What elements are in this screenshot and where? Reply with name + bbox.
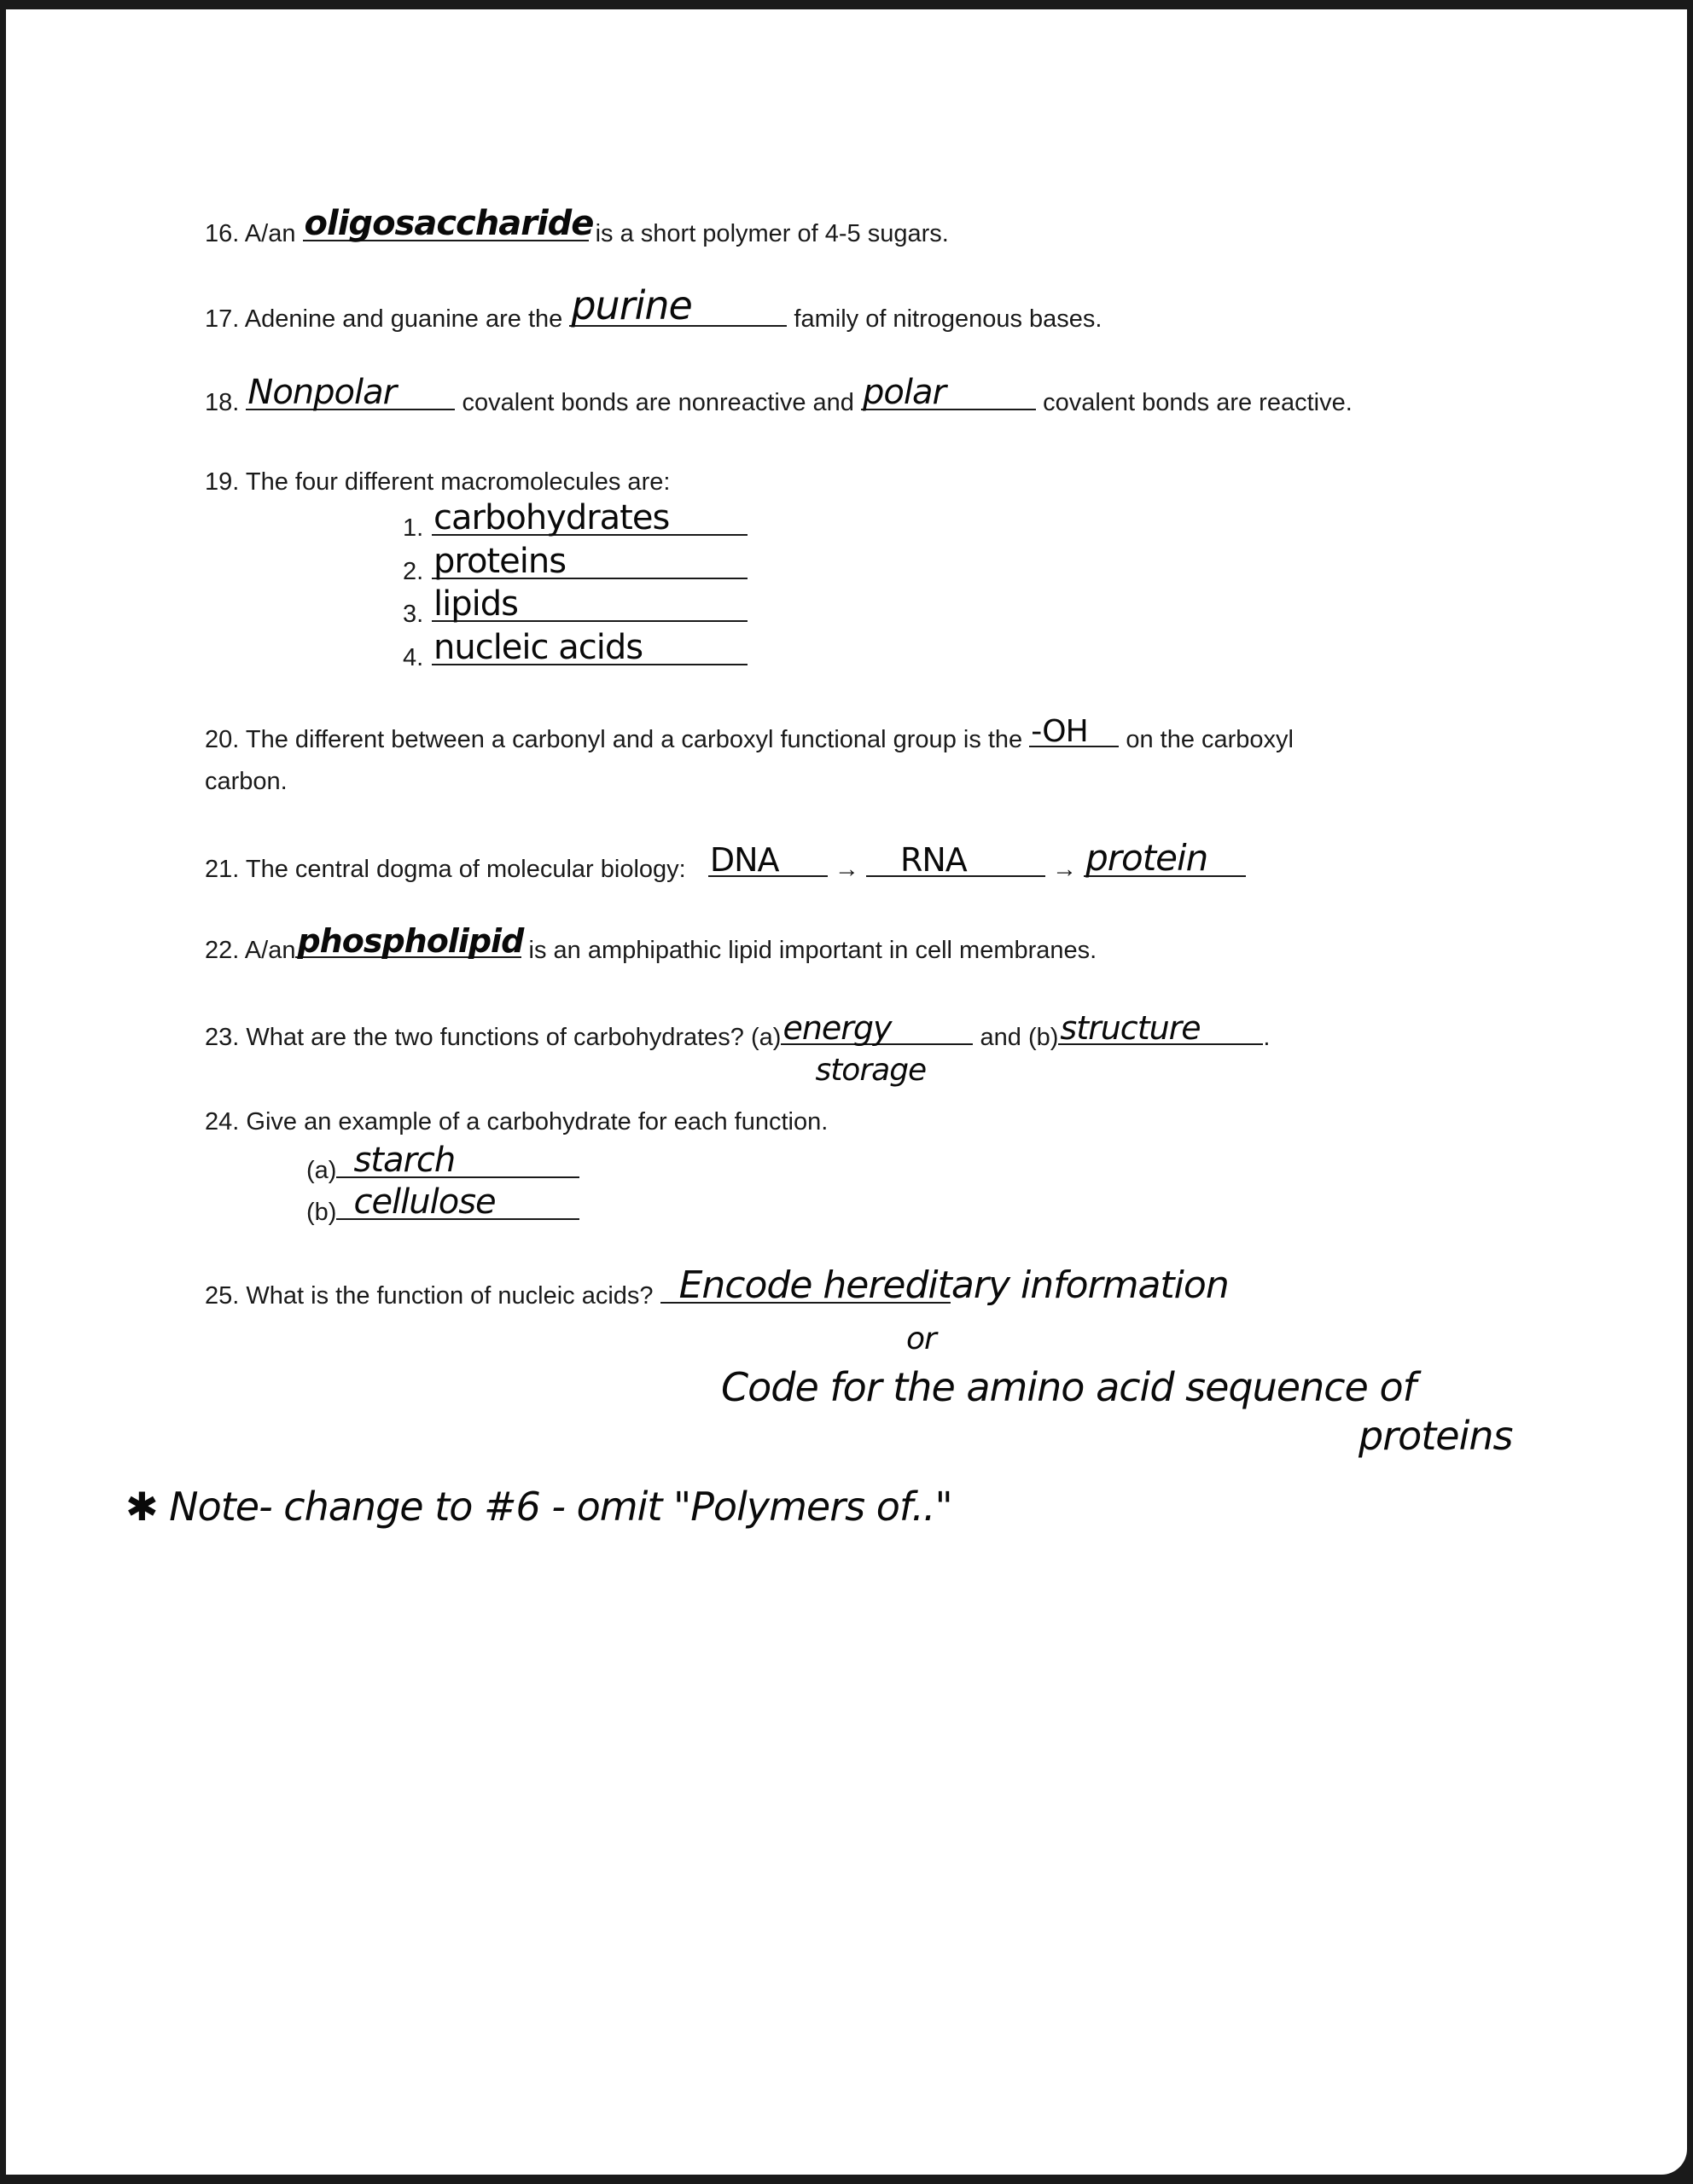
q20-answer: -OH bbox=[1031, 714, 1088, 749]
question-18 bbox=[205, 373, 1353, 417]
note-text: Note- change to #6 - omit "Polymers of.." bbox=[169, 1484, 952, 1530]
q20-answer-blank[interactable] bbox=[1029, 714, 1119, 749]
question-20 bbox=[205, 714, 1294, 754]
q21-answer2: RNA bbox=[899, 841, 967, 879]
asterisk-icon: ✱ bbox=[125, 1484, 158, 1530]
q19-item-1-blank[interactable] bbox=[432, 498, 748, 537]
question-22 bbox=[205, 922, 1097, 965]
q23-prefix: What are the two functions of carbohydrates? (a) bbox=[246, 1024, 782, 1051]
q24-item-b bbox=[306, 1182, 579, 1227]
q25-or: or bbox=[906, 1321, 936, 1356]
q19-item-4-number: 4. bbox=[403, 644, 424, 671]
q16-prefix: A/an bbox=[244, 220, 296, 247]
q17-suffix: family of nitrogenous bases. bbox=[794, 305, 1102, 333]
question-20-line2 bbox=[205, 768, 288, 796]
q23-answer-a-line2: storage bbox=[815, 1053, 927, 1088]
q24-item-a bbox=[306, 1141, 579, 1185]
q21-answer2-blank[interactable] bbox=[866, 841, 1045, 879]
q19-number: 19. bbox=[205, 468, 240, 496]
q24-item-b-blank[interactable] bbox=[336, 1182, 579, 1222]
q23-number: 23. bbox=[205, 1024, 240, 1051]
question-25 bbox=[205, 1263, 1229, 1310]
q18-number: 18. bbox=[205, 389, 240, 416]
q21-answer3: protein bbox=[1085, 837, 1208, 879]
q21-number: 21. bbox=[205, 856, 240, 883]
q19-item-2-blank[interactable] bbox=[432, 542, 748, 581]
q16-suffix: is a short polymer of 4-5 sugars. bbox=[595, 220, 949, 247]
q19-item-2-number: 2. bbox=[403, 558, 424, 585]
q17-answer: purine bbox=[571, 282, 692, 328]
q22-number: 22. bbox=[205, 937, 240, 964]
q18-middle: covalent bonds are nonreactive and bbox=[462, 389, 854, 416]
worksheet-page bbox=[6, 9, 1687, 2175]
q18-answer2: polar bbox=[863, 373, 945, 412]
q19-item-4-blank[interactable] bbox=[432, 628, 748, 667]
q21-prefix: The central dogma of molecular biology: bbox=[245, 856, 686, 883]
q24-prompt: Give an example of a carbohydrate for each function. bbox=[246, 1108, 829, 1136]
q24-item-a-blank[interactable] bbox=[336, 1141, 579, 1180]
q19-item-3-number: 3. bbox=[403, 601, 424, 628]
q25-number: 25. bbox=[205, 1282, 240, 1310]
q22-prefix: A/an bbox=[244, 937, 296, 964]
q21-answer1-blank[interactable] bbox=[708, 841, 828, 879]
q19-item-4 bbox=[403, 628, 748, 672]
q25-answer-blank[interactable] bbox=[660, 1263, 1229, 1307]
q25-answer-line1: Encode hereditary information bbox=[678, 1263, 1229, 1307]
q19-item-1-answer: carbohydrates bbox=[433, 498, 670, 537]
q18-answer1-blank[interactable] bbox=[246, 373, 455, 412]
q20-suffix: on the carboxyl bbox=[1126, 726, 1294, 753]
q25-answer-line2: Code for the amino acid sequence of bbox=[721, 1364, 1416, 1410]
q19-item-2-answer: proteins bbox=[433, 542, 567, 581]
arrow-icon: → bbox=[834, 856, 859, 883]
q17-answer-blank[interactable] bbox=[569, 282, 787, 328]
q17-number: 17. bbox=[205, 305, 240, 333]
q24-item-a-label: (a) bbox=[306, 1157, 337, 1184]
q25-answer-line3: proteins bbox=[1358, 1413, 1513, 1459]
q23-answer-a-line1: energy bbox=[783, 1009, 892, 1047]
q23-suffix: . bbox=[1263, 1024, 1271, 1051]
q19-item-3-answer: lipids bbox=[433, 584, 518, 624]
q21-answer3-blank[interactable] bbox=[1084, 837, 1246, 879]
q23-answer-a-blank[interactable] bbox=[781, 1009, 973, 1088]
q20-line2: carbon. bbox=[205, 768, 288, 795]
q16-answer-blank[interactable] bbox=[303, 204, 594, 243]
q23-answer-b-blank[interactable] bbox=[1058, 1009, 1263, 1047]
q22-suffix: is an amphipathic lipid important in cell membranes. bbox=[528, 937, 1097, 964]
q22-answer: phospholipid bbox=[297, 922, 524, 960]
q23-answer-b: structure bbox=[1060, 1009, 1201, 1047]
q24-item-b-label: (b) bbox=[306, 1199, 337, 1226]
q19-prompt: The four different macromolecules are: bbox=[245, 468, 671, 496]
q18-suffix: covalent bonds are reactive. bbox=[1043, 389, 1353, 416]
q16-answer: oligosaccharide bbox=[304, 204, 594, 243]
question-24 bbox=[205, 1108, 828, 1136]
arrow-icon: → bbox=[1052, 856, 1078, 883]
q18-answer2-blank[interactable] bbox=[861, 373, 1036, 412]
q19-item-1 bbox=[403, 498, 748, 543]
q24-number: 24. bbox=[205, 1108, 240, 1136]
q22-answer-blank[interactable] bbox=[295, 922, 524, 960]
q20-number: 20. bbox=[205, 726, 240, 753]
q24-item-b-answer: cellulose bbox=[353, 1182, 496, 1222]
question-21 bbox=[205, 837, 1246, 884]
q23-middle: and (b) bbox=[980, 1024, 1059, 1051]
q19-item-3 bbox=[403, 584, 748, 629]
q20-prefix: The different between a carbonyl and a carboxyl functional group is the bbox=[245, 726, 1023, 753]
q24-item-a-answer: starch bbox=[353, 1141, 456, 1180]
q19-item-4-answer: nucleic acids bbox=[433, 628, 643, 667]
question-19 bbox=[205, 468, 670, 497]
q19-item-1-number: 1. bbox=[403, 514, 424, 542]
question-16 bbox=[205, 204, 949, 248]
q21-answer1: DNA bbox=[709, 841, 779, 879]
q18-answer1: Nonpolar bbox=[247, 373, 397, 412]
question-23 bbox=[205, 1009, 1271, 1088]
q19-item-2 bbox=[403, 542, 748, 586]
q25-prompt: What is the function of nucleic acids? bbox=[246, 1282, 654, 1310]
q19-item-3-blank[interactable] bbox=[432, 584, 748, 624]
handwritten-note bbox=[125, 1484, 952, 1530]
question-17 bbox=[205, 282, 1102, 334]
q17-prefix: Adenine and guanine are the bbox=[244, 305, 563, 333]
q16-number: 16. bbox=[205, 220, 240, 247]
